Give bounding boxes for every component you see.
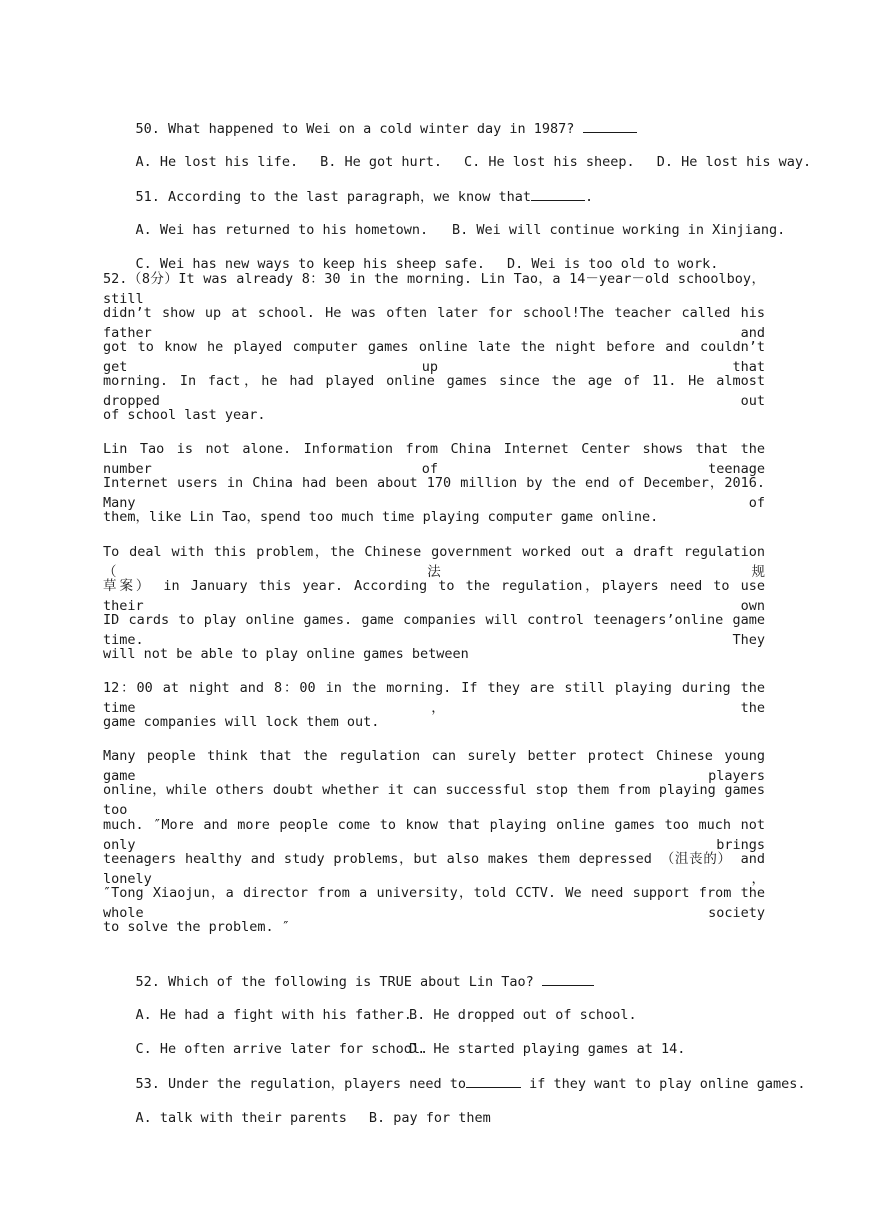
question-51-options-row-2 xyxy=(103,234,765,272)
answer-blank xyxy=(466,1073,521,1088)
question-53-stem xyxy=(103,1053,806,1092)
option-a: A. Wei has returned to his hometown. xyxy=(135,222,429,238)
option-a: A. He had a fight with his father. xyxy=(135,1007,412,1023)
passage-line: Lin Tao is not alone. Information from China Internet Center shows that the number of teenage xyxy=(103,441,765,477)
option-d: D. He lost his way. xyxy=(656,154,812,170)
question-51-stem xyxy=(103,166,765,205)
question-51-options-row-1 xyxy=(103,200,786,238)
passage-line: of school last year. xyxy=(103,407,266,423)
question-52-options-row-1 xyxy=(103,985,765,1023)
option-a: A. He lost his life. xyxy=(135,154,299,170)
option-c: C. Wei has new ways to keep his sheep safe. xyxy=(135,256,486,272)
question-52-text: 52. Which of the following is TRUE about Lin Tao? xyxy=(135,974,542,990)
passage-line: Internet users in China had been about 170 million by the end of December，2016. Many of xyxy=(103,475,765,511)
question-53-options xyxy=(103,1088,765,1126)
passage-line: game companies will lock them out. xyxy=(103,714,380,730)
passage-line: will not be able to play online games between xyxy=(103,646,469,662)
passage-line: To deal with this problem，the Chinese government worked out a draft regulation （法规 xyxy=(103,544,765,580)
option-d: D. Wei is too old to work. xyxy=(507,256,719,272)
answer-blank xyxy=(531,186,585,201)
passage-line: 52.（8分）It was already 8：30 in the morning. Lin Tao，a 14－year－old schoolboy，still xyxy=(103,271,765,307)
question-50-stem xyxy=(103,98,765,137)
question-51-text-end: . xyxy=(585,189,594,205)
passage-line: much. ″More and more people come to know that playing online games too much not only brings xyxy=(103,817,765,853)
option-b: B. He got hurt. xyxy=(320,154,442,170)
question-53-text-end: if they want to play online games. xyxy=(521,1076,806,1092)
passage-line: them，like Lin Tao，spend too much time playing computer game online. xyxy=(103,509,659,525)
passage-line: teenagers healthy and study problems，but also makes them depressed （沮丧的） and lonely， xyxy=(103,851,765,887)
question-52-options-row-2 xyxy=(103,1019,765,1057)
option-a: A. talk with their parents xyxy=(135,1110,347,1126)
question-52-stem xyxy=(103,951,765,990)
passage-line: online，while others doubt whether it can successful stop them from playing games too xyxy=(103,782,765,818)
option-b: B. Wei will continue working in Xinjiang. xyxy=(452,222,786,238)
passage-line: got to know he played computer games online late the night before and couldn’t get up that xyxy=(103,339,765,375)
passage-line: to solve the problem. ″ xyxy=(103,919,290,935)
question-50-options xyxy=(103,132,812,170)
passage-line: Many people think that the regulation can surely better protect Chinese young game players xyxy=(103,748,765,784)
passage-line: ″Tong Xiaojun，a director from a university，told CCTV. We need support from the whole society xyxy=(103,885,765,921)
option-b: B. pay for them xyxy=(368,1110,491,1126)
question-51-text: 51. According to the last paragraph，we know that xyxy=(135,189,532,205)
answer-blank xyxy=(583,118,637,133)
passage-line: didn’t show up at school. He was often later for school!The teacher called his father and xyxy=(103,305,765,341)
passage-line: morning. In fact，he had played online games since the age of 11. He almost dropped out xyxy=(103,373,765,409)
option-b: B. He dropped out of school. xyxy=(409,1007,637,1023)
option-d: D. He started playing games at 14. xyxy=(409,1041,686,1057)
passage-line: ID cards to play online games. game companies will control teenagers’online game time. They xyxy=(103,612,765,648)
passage-line: 草案） in January this year. According to the regulation，players need to use their own xyxy=(103,578,765,614)
passage-line: 12：00 at night and 8：00 in the morning. If they are still playing during the time，the xyxy=(103,680,765,716)
question-50-text: 50. What happened to Wei on a cold winter day in 1987? xyxy=(135,121,583,137)
answer-blank xyxy=(542,971,594,986)
option-c: C. He lost his sheep. xyxy=(464,154,635,170)
option-c: C. He often arrive later for school. xyxy=(135,1041,429,1057)
question-53-text: 53. Under the regulation，players need to xyxy=(135,1076,466,1092)
